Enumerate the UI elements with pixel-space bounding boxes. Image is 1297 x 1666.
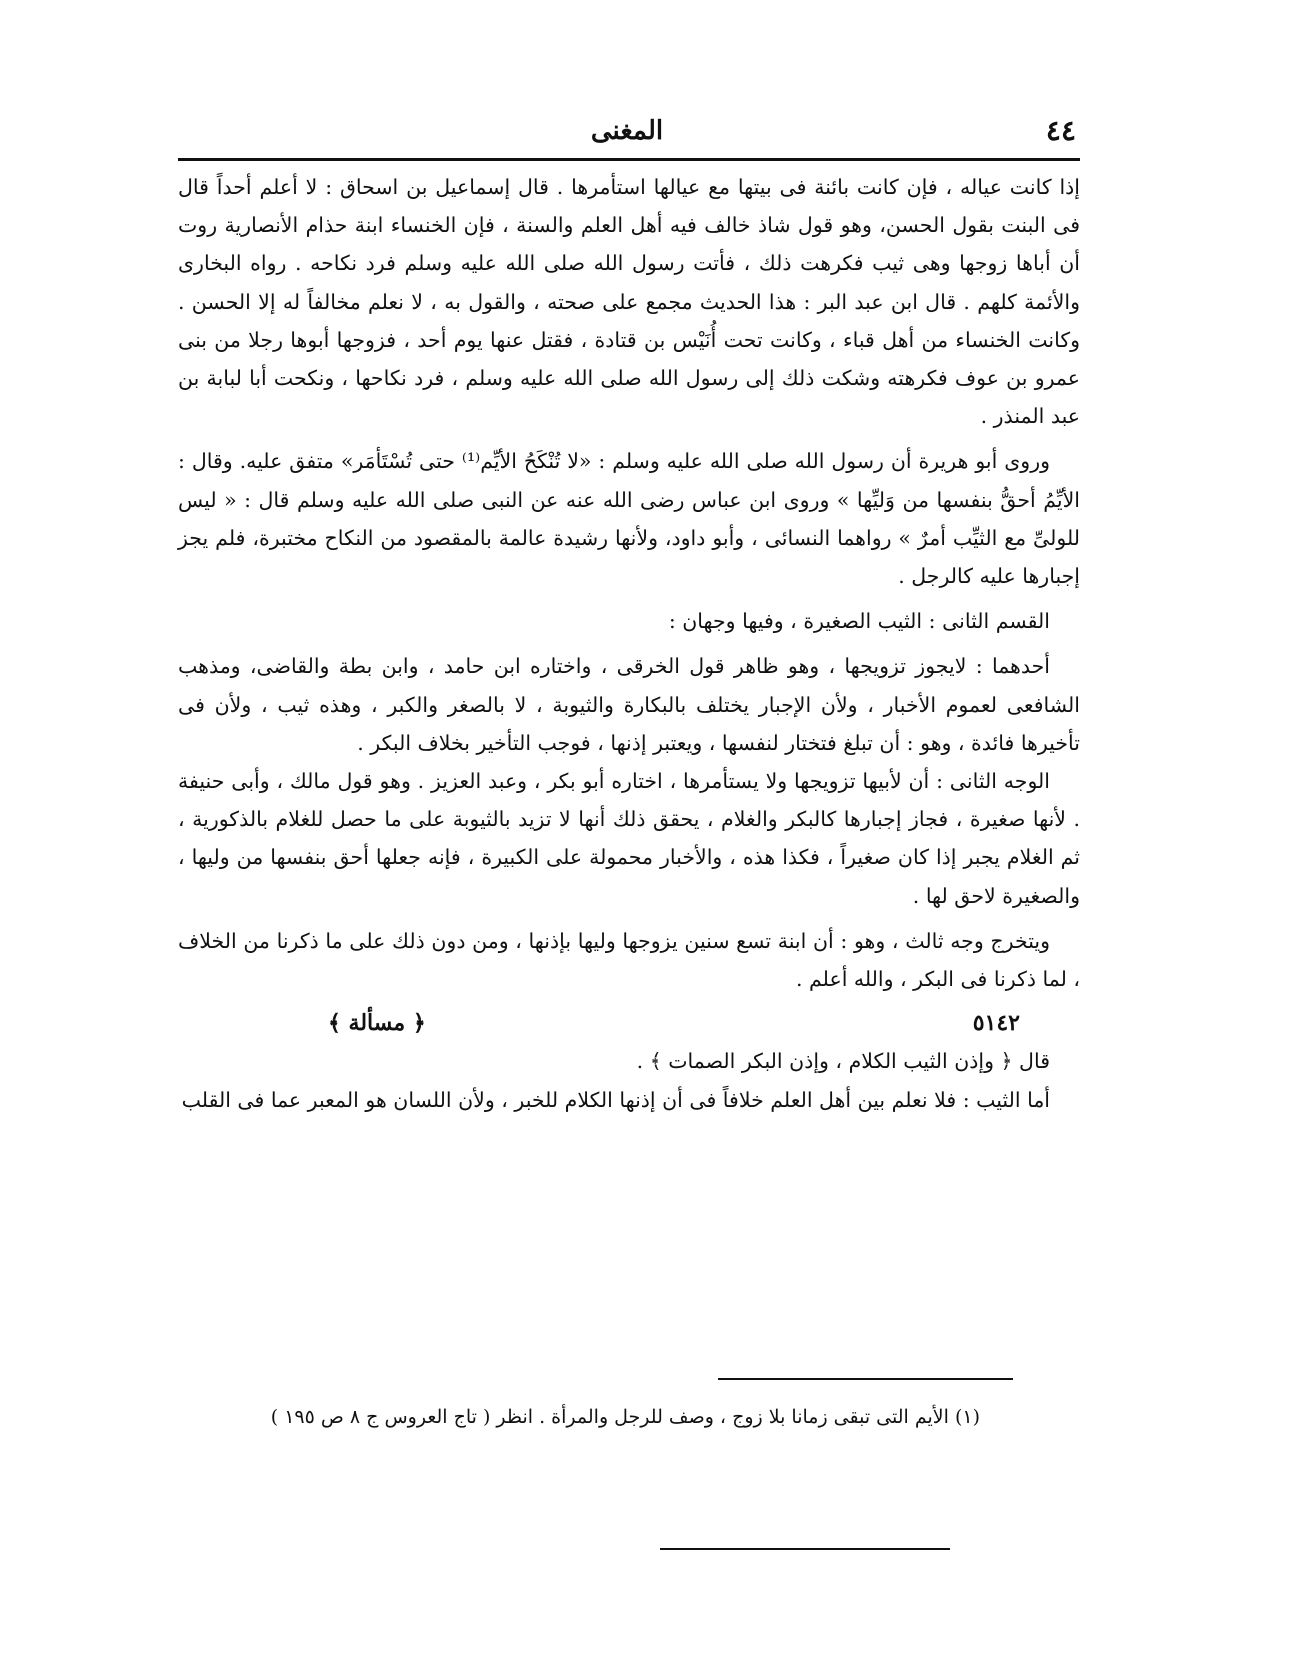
bottom-rule — [660, 1548, 950, 1550]
running-title: المغنى — [590, 116, 664, 146]
issue-heading — [178, 1004, 1080, 1042]
paragraph-7: قال ﴿ وإذن الثيب الكلام ، وإذن البكر الصمات ﴾ . — [636, 1049, 1050, 1074]
paragraph-5: الوجه الثانى : أن لأبيها تزويجها ولا يستأمرها ، اختاره أبو بكر ، وعبد العزيز . وهو قول مالك ، وأبى حنيفة . لأنها صغيرة ، فجاز إجبارها كالبكر والغلام ، يحقق ذلك أنها لا تزيد بالثيوبة على ما حصل للغلام بالذكورية ، ثم الغلام يجبر إذا كان صغيراً ، فكذا هذه ، والأخبار محمولة على الكبيرة ، فإنه جعلها أحق بنفسها من وليها ، والصغيرة لاحق لها . — [178, 769, 1080, 908]
issue-number: ٥١٤٢ — [972, 1010, 1020, 1037]
page-number: ٤٤ — [1045, 114, 1076, 147]
footnote: (١) الأيم التى تبقى زمانا بلا زوج ، وصف للرجل والمرأة . انظر ( تاج العروس ج ٨ ص ١٩٥ ) — [270, 1406, 980, 1428]
paragraph-6: ويتخرج وجه ثالث ، وهو : أن ابنة تسع سنين يزوجها وليها بإذنها ، ومن دون ذلك على ما ذكرنا من الخلاف ، لما ذكرنا فى البكر ، والله أعلم . — [178, 928, 1080, 992]
paragraph-3: القسم الثانى : الثيب الصغيرة ، وفيها وجهان : — [668, 609, 1050, 634]
footnote-rule — [718, 1378, 1013, 1380]
paragraph-1: إذا كانت عياله ، فإن كانت بائنة فى بيتها مع عيالها استأمرها . قال إسماعيل بن اسحاق : لا أعلم أحداً قال فى البنت بقول الحسن، وهو قول شاذ خالف فيه أهل العلم والسنة ، فإن الخنساء ابنة حذام الأنصارية روت أن أباها زوجها وهى ثيب فكرهت ذلك ، فأتت رسول الله صلى الله عليه وسلم فرد نكاحه . رواه البخارى والأئمة كلهم . قال ابن عبد البر : هذا الحديث مجمع على صحته ، والقول به ، لا نعلم مخالفاً له إلا الحسن . وكانت الخنساء من أهل قباء ، وكانت تحت أُنَيْس بن قتادة ، فقتل عنها يوم أحد ، فزوجها أبوها رجلا من بنى عمرو بن عوف فكرهته وشكت ذلك إلى رسول الله صلى الله عليه وسلم ، فرد نكاحها ، ونكحت أبا لبابة بن عبد المنذر . — [178, 175, 1080, 429]
paragraph-2: وروى أبو هريرة أن رسول الله صلى الله عليه وسلم : «لا تُنْكَحُ الأيِّم⁽¹⁾ حتى تُسْتَأمَر» متفق عليه. وقال : الأيِّمُ أحقُّ بنفسها من وَليِّها » وروى ابن عباس رضى الله عنه عن النبى صلى الله عليه وسلم قال : « ليس للولىِّ مع الثيِّب أمرٌ » رواهما النسائى ، وأبو داود، ولأنها رشيدة عالمة بالمقصود من النكاح مختبرة، فلم يجز إجبارها عليه كالرجل . — [178, 449, 1080, 589]
running-header — [178, 108, 1076, 154]
paragraph-8: أما الثيب : فلا نعلم بين أهل العلم خلافاً فى أن إذنها الكلام للخبر ، ولأن اللسان هو المعبر عما فى القلب — [181, 1087, 1050, 1112]
paragraph-4: أحدهما : لايجوز تزويجها ، وهو ظاهر قول الخرقى ، واختاره ابن حامد ، وابن بطة والقاضى، ومذهب الشافعى لعموم الأخبار ، ولأن الإجبار يختلف بالبكارة والثيوبة ، لا بالصغر والكبر ، وهذه ثيب ، ولأن فى تأخيرها فائدة ، وهو : أن تبلغ فتختار لنفسها ، ويعتبر إذنها ، فوجب التأخير بخلاف البكر . — [178, 654, 1080, 755]
main-text — [178, 168, 1080, 1119]
header-rule — [178, 158, 1080, 161]
issue-title: ﴿ مسألة ﴾ — [328, 1010, 426, 1037]
